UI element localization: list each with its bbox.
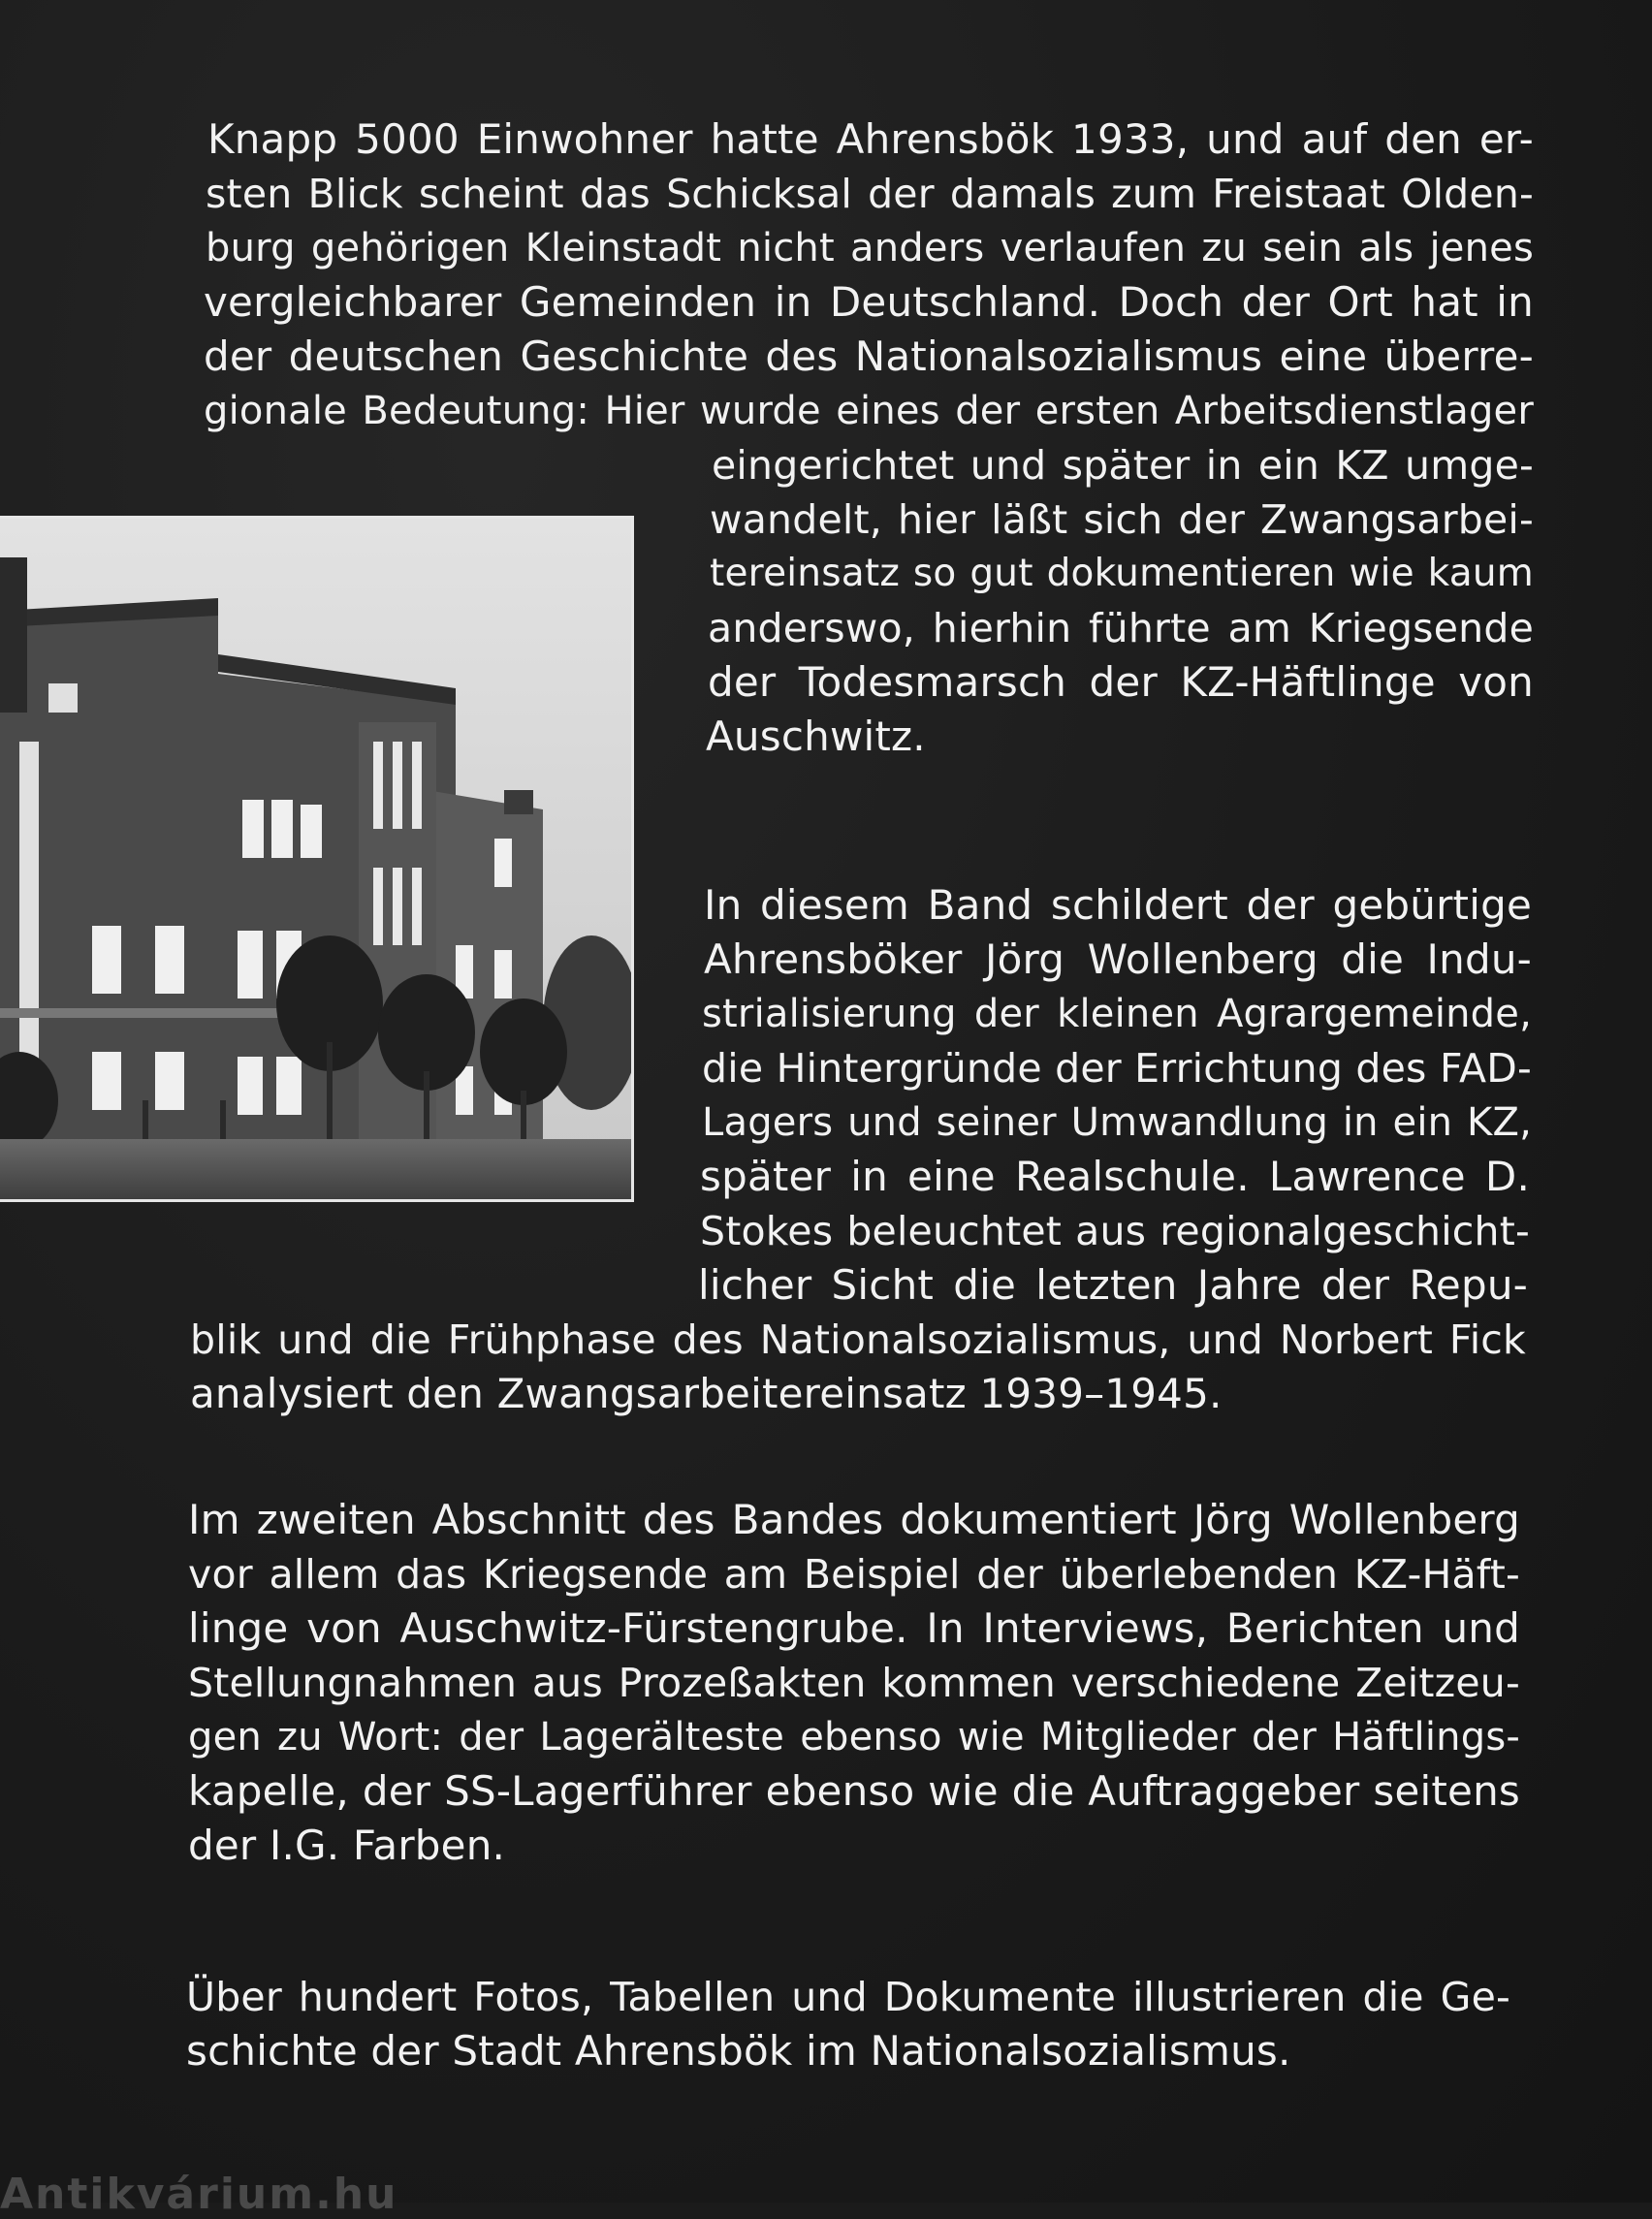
text-line: später in eine Realschule. Lawrence D.: [700, 1153, 1530, 1200]
text-line: vor allem das Kriegsende am Beispiel der überlebenden KZ-Häft-: [188, 1551, 1520, 1598]
text-line: der deutschen Geschichte des Nationalsozialismus eine überre-: [204, 333, 1534, 380]
text-line: analysiert den Zwangsarbeitereinsatz 1939–1945.: [190, 1370, 1223, 1417]
text-line: Ahrensböker Jörg Wollenberg die Indu-: [704, 935, 1532, 983]
building-photo: [0, 516, 634, 1202]
building-illustration: [0, 519, 634, 1202]
text-line: tereinsatz so gut dokumentieren wie kaum: [710, 552, 1534, 595]
text-line: die Hintergründe der Errichtung des FAD-: [702, 1045, 1532, 1092]
text-line: kapelle, der SS-Lagerführer ebenso wie die Auftraggeber seitens: [188, 1767, 1520, 1815]
text-line: Auschwitz.: [706, 713, 926, 760]
text-line: Lagers und seiner Umwandlung in ein KZ,: [702, 1100, 1532, 1145]
text-line: Im zweiten Abschnitt des Bandes dokumentiert Jörg Wollenberg: [188, 1496, 1520, 1543]
text-line: schichte der Stadt Ahrensbök im Nationalsozialismus.: [186, 2027, 1291, 2075]
text-line: In diesem Band schildert der gebürtige: [704, 881, 1532, 929]
text-line: Stokes beleuchtet aus regionalgeschicht-: [700, 1208, 1530, 1254]
text-line: strialisierung der kleinen Agrargemeinde,: [702, 992, 1532, 1036]
text-line: vergleichbarer Gemeinden in Deutschland. Doch der Ort hat in: [204, 278, 1534, 326]
text-line: burg gehörigen Kleinstadt nicht anders verlaufen zu sein als jenes: [206, 226, 1534, 270]
text-line: sten Blick scheint das Schicksal der damals zum Freistaat Olden-: [206, 171, 1534, 217]
text-line: anderswo, hierhin führte am Kriegsende: [708, 605, 1534, 651]
text-line: Stellungnahmen aus Prozeßakten kommen verschiedene Zeitzeu-: [188, 1660, 1520, 1706]
text-line: eingerichtet und später in ein KZ umge-: [712, 442, 1534, 489]
text-line: der I.G. Farben.: [188, 1822, 506, 1869]
text-line: der Todesmarsch der KZ-Häftlinge von: [708, 658, 1534, 706]
text-line: blik und die Frühphase des Nationalsozialismus, und Norbert Fick: [190, 1316, 1526, 1363]
text-line: gen zu Wort: der Lagerälteste ebenso wie Mitglieder der Häftlings-: [188, 1715, 1520, 1759]
watermark: Antikvárium.hu: [0, 2170, 398, 2219]
text-line: Über hundert Fotos, Tabellen und Dokumente illustrieren die Ge-: [186, 1974, 1510, 2020]
text-line: licher Sicht die letzten Jahre der Repu-: [698, 1261, 1528, 1309]
text-line: gionale Bedeutung: Hier wurde eines der ersten Arbeitsdienstlager: [204, 389, 1534, 433]
text-line: wandelt, hier läßt sich der Zwangsarbei-: [710, 496, 1534, 543]
text-line: Knapp 5000 Einwohner hatte Ahrensbök 1933, und auf den er-: [207, 115, 1534, 163]
text-line: linge von Auschwitz-Fürstengrube. In Interviews, Berichten und: [188, 1604, 1520, 1652]
